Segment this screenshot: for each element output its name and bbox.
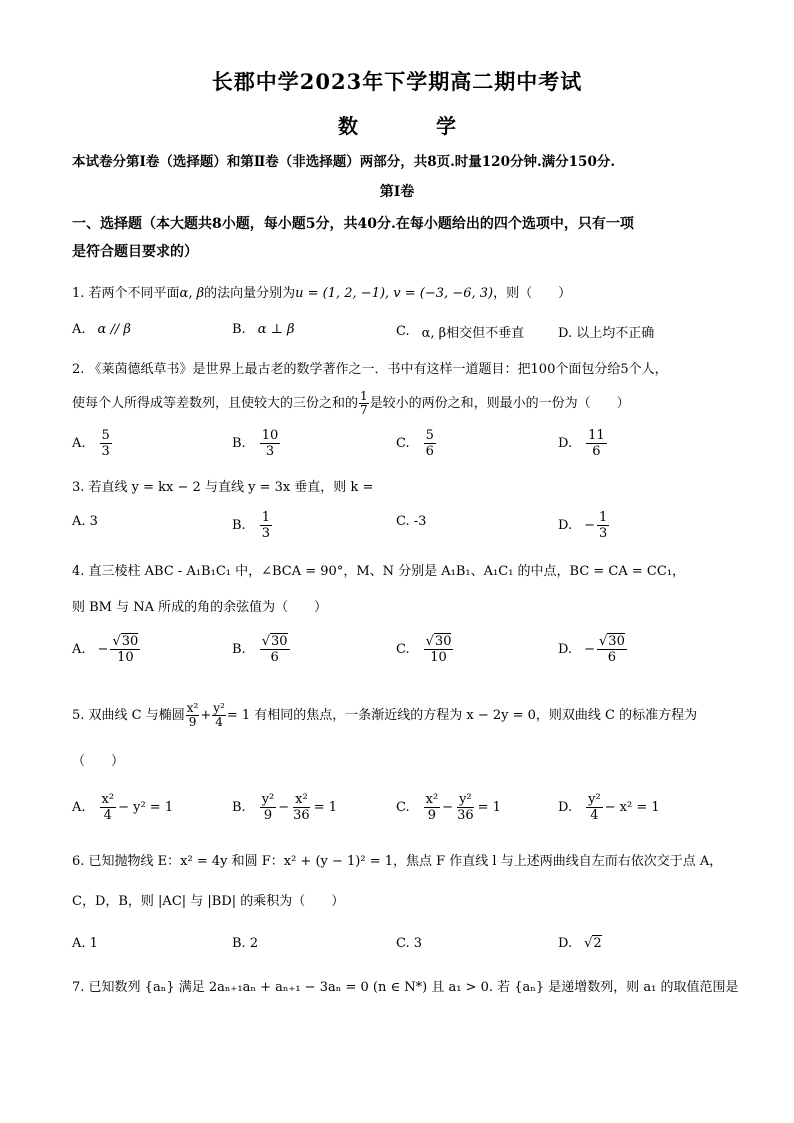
q1-stem-a: 1. 若两个不同平面	[72, 286, 180, 301]
q2-option-b[interactable]	[232, 428, 282, 459]
q5-d-fraction	[586, 792, 603, 823]
q1-c-value: α, β相交但不垂直	[421, 326, 525, 341]
q2-c-label: C.	[396, 436, 410, 451]
q5-c-frac1	[424, 792, 441, 823]
q2-c-num: 5	[425, 428, 434, 443]
q1-option-a[interactable]	[72, 322, 131, 337]
q2-d-den: 6	[592, 444, 601, 459]
q4-option-c[interactable]	[396, 634, 455, 665]
q5-c-n1: x²	[425, 792, 439, 807]
q3-d-den: 3	[599, 526, 608, 541]
q3-b-den: 3	[261, 526, 270, 541]
question-6-line1: 6. 已知抛物线 E：x² = 4y 和圆 F：x² + (y − 1)² = 1，焦点 F 作直线 l 与上述两曲线自左而右依次交于点 A，	[72, 854, 723, 869]
q5-f2-num: y²	[213, 701, 225, 715]
question-4-line2: 则 BM 与 NA 所成的角的余弦值为（ ）	[72, 600, 328, 615]
q1-a-value: α // β	[97, 322, 131, 337]
q4-c-numerator: √30	[425, 634, 452, 649]
q2-b-fraction	[260, 428, 281, 459]
q5-f1-den: 9	[188, 715, 197, 729]
q2-a-num: 5	[101, 428, 110, 443]
exam-title: 长郡中学2023年下学期高二期中考试	[211, 69, 583, 94]
q4-d-sign: −	[584, 642, 595, 657]
q5-a-den: 4	[103, 808, 112, 823]
q5-d-label: D.	[558, 800, 573, 815]
q6-d-rad: 2	[593, 936, 602, 951]
question-2-line2	[72, 384, 732, 424]
q4-d-numerator: √30	[599, 634, 625, 649]
q2-option-d[interactable]	[558, 428, 609, 459]
q5-b-minus: −	[278, 800, 290, 815]
q1-option-d[interactable]	[558, 322, 654, 341]
q2-frac-den: 7	[360, 403, 368, 417]
q5-frac2	[212, 702, 226, 729]
q4-b-rad: 30	[270, 634, 288, 649]
q5-a-label: A.	[72, 800, 86, 815]
q2-option-c[interactable]	[396, 428, 438, 459]
q5-b-n2: x²	[295, 792, 308, 807]
q5-d-num: y²	[588, 792, 601, 807]
q4-a-rad: 30	[121, 634, 139, 649]
q5-c-tail: = 1	[477, 800, 501, 815]
q3-option-c[interactable]	[396, 514, 426, 529]
q2-line2b: 是较小的两份之和，则最小的一份为（ ）	[369, 396, 630, 411]
question-7-line1: 7. 已知数列 {aₙ} 满足 2aₙ₊₁aₙ + aₙ₊₁ − 3aₙ = 0 (n ∈ N*) 且 a₁ > 0. 若 {aₙ} 是递增数列，则 a₁ 的取值范围是	[72, 980, 739, 995]
q4-c-fraction	[424, 634, 454, 665]
q5-b-n1: y²	[261, 792, 275, 807]
q4-d-den: 6	[607, 650, 617, 665]
q5-b-d1: 9	[263, 808, 273, 823]
q2-line2a: 使每个人所得成等差数列，且使较大的三份之和的	[72, 396, 359, 411]
q2-frac-num: 1	[360, 389, 368, 403]
question-2-line1: 2. 《莱茵德纸草书》是世界上最古老的数学著作之一．书中有这样一道题目：把100个面包分给5个人，	[72, 362, 668, 377]
q2-b-num: 10	[261, 428, 279, 443]
q5-c-frac2	[455, 792, 476, 823]
q3-b-label: B.	[232, 518, 246, 533]
q4-option-a[interactable]	[72, 634, 142, 665]
q5-d-tail: − x² = 1	[604, 800, 660, 815]
section-heading	[72, 210, 732, 266]
q4-a-numerator: √30	[112, 634, 139, 649]
q4-c-label: C.	[396, 642, 410, 657]
q5-b-label: B.	[232, 800, 246, 815]
q2-c-den: 6	[425, 444, 434, 459]
q4-b-numerator: √30	[261, 634, 288, 649]
q5-b-frac1	[260, 792, 277, 823]
q1-d-text: D. 以上均不正确	[558, 326, 655, 341]
q1-stem-b: α, β	[179, 286, 205, 301]
q5-a-fraction	[100, 792, 117, 823]
q2-fraction	[359, 390, 369, 417]
q6-option-a[interactable]	[72, 936, 98, 951]
q5-d-den: 4	[590, 808, 599, 823]
q3-d-sign: −	[584, 518, 595, 533]
q2-b-label: B.	[232, 436, 246, 451]
q3-d-fraction	[597, 510, 609, 541]
q4-a-fraction	[110, 634, 140, 665]
q1-option-b[interactable]	[232, 322, 294, 337]
subject-title: 数学	[338, 114, 534, 138]
q5-b-d2: 36	[293, 808, 310, 823]
q6-option-d[interactable]	[558, 936, 602, 951]
q5-b-tail: = 1	[313, 800, 337, 815]
q5-f1-num: x²	[186, 701, 199, 715]
q4-b-den: 6	[270, 650, 279, 665]
q1-a-label: A.	[72, 322, 86, 337]
q4-a-den: 10	[117, 650, 134, 665]
q2-d-fraction	[586, 428, 607, 459]
q2-option-a[interactable]	[72, 428, 114, 459]
q5-c-minus: −	[442, 800, 454, 815]
q1-b-value: α ⊥ β	[257, 322, 295, 337]
q5-plus: +	[200, 708, 212, 723]
exam-intro: 本试卷分第Ⅰ卷（选择题）和第Ⅱ卷（非选择题）两部分，共8页.时量120分钟.满分150分.	[72, 154, 616, 170]
q5-c-label: C.	[396, 800, 410, 815]
q2-b-den: 3	[265, 444, 275, 459]
q4-d-fraction	[597, 634, 627, 665]
q3-option-a[interactable]	[72, 514, 98, 529]
q5-line1a: 5. 双曲线 C 与椭圆	[72, 708, 185, 723]
q5-c-n2: y²	[459, 792, 472, 807]
q3-option-b[interactable]	[232, 510, 274, 541]
q1-option-c[interactable]	[396, 322, 524, 341]
q6-d-sqrt: √2	[584, 936, 602, 951]
q1-b-label: B.	[232, 322, 246, 337]
q3-d-label: D.	[558, 518, 573, 533]
question-3-stem: 3. 若直线 y = kx − 2 与直线 y = 3x 垂直，则 k =	[72, 480, 374, 495]
q5-c-d2: 36	[457, 808, 474, 823]
q6-option-b[interactable]	[232, 936, 258, 951]
q5-a-num: x²	[101, 792, 115, 807]
section-heading-line2: 是符合题目要求的）	[72, 244, 198, 260]
q5-c-d1: 9	[427, 808, 437, 823]
q5-b-frac2	[291, 792, 312, 823]
q3-c-text: C. -3	[396, 514, 427, 529]
section-heading-line1: 一、选择题（本大题共8小题，每小题5分，共40分.在每小题给出的四个选项中，只有一项	[72, 216, 634, 232]
q1-stem-c: 的法向量分别为	[204, 286, 296, 301]
q5-option-a[interactable]	[72, 792, 173, 823]
question-4-line1: 4. 直三棱柱 ABC - A₁B₁C₁ 中，∠BCA = 90°，M、N 分别是 A₁B₁、A₁C₁ 的中点，BC = CA = CC₁，	[72, 564, 686, 579]
question-6-line2: C，D，B，则 |AC| 与 |BD| 的乘积为（ ）	[72, 894, 345, 909]
q4-b-label: B.	[232, 642, 246, 657]
q2-a-label: A.	[72, 436, 86, 451]
q5-line1b: = 1 有相同的焦点，一条渐近线的方程为 x − 2y = 0，则双曲线 C 的标准方程为	[226, 708, 698, 723]
q4-c-rad: 30	[434, 634, 452, 649]
q5-frac1	[186, 702, 200, 729]
q4-option-d[interactable]	[558, 634, 629, 665]
q2-c-fraction	[424, 428, 436, 459]
q5-option-b[interactable]	[232, 792, 337, 823]
question-5-line1	[72, 696, 732, 736]
q2-d-num: 11	[588, 428, 605, 443]
q5-a-tail: − y² = 1	[118, 800, 174, 815]
q4-option-b[interactable]	[232, 634, 292, 665]
q4-c-den: 10	[430, 650, 447, 665]
q3-b-fraction	[260, 510, 272, 541]
q6-d-label: D.	[558, 936, 573, 951]
q6-c-text: C. 3	[396, 936, 423, 951]
q4-d-label: D.	[558, 642, 573, 657]
q6-b-text: B. 2	[232, 936, 259, 951]
q6-a-text: A. 1	[72, 936, 98, 951]
q4-a-label: A.	[72, 642, 86, 657]
q1-c-label: C.	[396, 324, 410, 339]
part-heading: 第Ⅰ卷	[379, 184, 415, 200]
q2-a-fraction	[100, 428, 112, 459]
q3-d-num: 1	[599, 510, 608, 525]
q3-a-text: A. 3	[72, 514, 98, 529]
q4-b-fraction	[260, 634, 290, 665]
q4-d-rad: 30	[608, 634, 625, 649]
q1-stem-e: ，则（ ）	[493, 286, 572, 301]
q5-option-c[interactable]	[396, 792, 501, 823]
q5-option-d[interactable]	[558, 792, 660, 823]
q5-f2-den: 4	[215, 715, 223, 729]
q2-a-den: 3	[101, 444, 110, 459]
q3-option-d[interactable]	[558, 510, 611, 541]
q2-d-label: D.	[558, 436, 573, 451]
question-1-stem	[72, 284, 732, 304]
question-5-line2: （ ）	[72, 754, 125, 769]
q3-b-num: 1	[261, 510, 270, 525]
q1-stem-d: u = (1, 2, −1), v = (−3, −6, 3)	[295, 286, 494, 301]
q6-option-c[interactable]	[396, 936, 422, 951]
q4-a-sign: −	[97, 642, 109, 657]
